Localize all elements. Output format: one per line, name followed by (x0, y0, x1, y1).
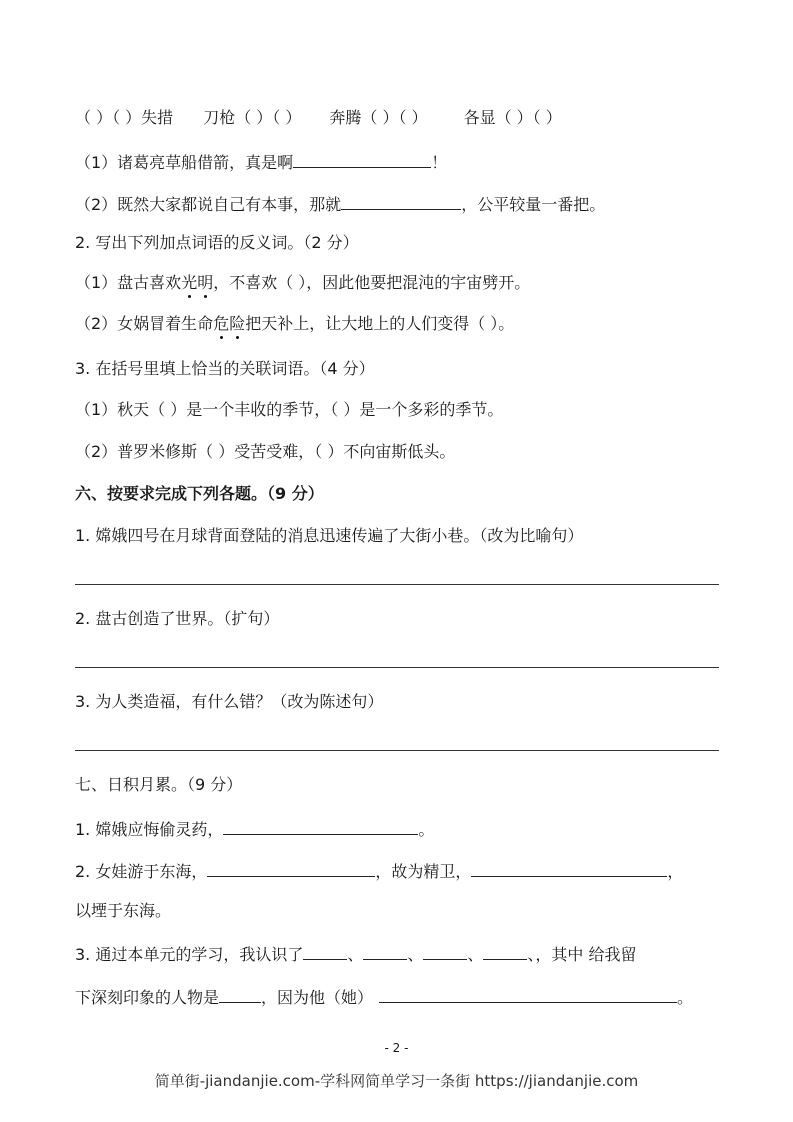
answer-blank[interactable] (379, 985, 677, 1003)
question-3-item-2: （2）普罗米修斯（ ）受苦受难，（ ）不向宙斯低头。 (75, 442, 456, 461)
question-2-item-2 (75, 314, 514, 334)
sentence-1-text: （1）诸葛亮草船借箭，真是啊 (75, 153, 294, 172)
section-6-question-2: 2. 盘古创造了世界。（扩句） (75, 609, 280, 628)
question-2-item-1 (75, 273, 530, 293)
answer-blank[interactable] (363, 942, 407, 960)
dotted-char: 险 (229, 314, 246, 333)
answer-blank[interactable] (471, 859, 667, 877)
sentence-2 (75, 192, 605, 215)
separator: 、 (467, 945, 484, 964)
question-3-item-1: （1）秋天（ ）是一个丰收的季节，（ ）是一个多彩的季节。 (75, 400, 504, 419)
answer-line[interactable] (75, 750, 719, 751)
answer-line[interactable] (75, 584, 719, 585)
item-text: 2. 女娃游于东海， (75, 862, 208, 881)
answer-blank[interactable] (219, 985, 261, 1003)
section-7-title: 七、日积月累。（9 分） (75, 775, 243, 794)
idiom-1: （ ）（ ）失措 (75, 108, 174, 127)
item-text: 3. 通过本单元的学习，我认识了 (75, 945, 304, 964)
item-text: 下深刻印象的人物是 (75, 988, 220, 1007)
sentence-1 (75, 150, 447, 173)
answer-blank[interactable] (207, 859, 375, 877)
item-text: ，故为精卫， (375, 862, 472, 881)
item-text: ， (667, 862, 684, 881)
dotted-char: 危 (213, 314, 230, 333)
item-text: ，不喜欢（ ），因此他要把混沌的宇宙劈开。 (213, 273, 531, 292)
question-3-title: 3. 在括号里填上恰当的关联词语。（4 分） (75, 359, 375, 378)
dotted-char: 明 (197, 273, 214, 292)
item-text: （1）盘古喜欢 (75, 273, 182, 292)
dotted-char: 光 (181, 273, 198, 292)
sentence-2-end: ，公平较量一番把。 (461, 195, 606, 214)
page-number: - 2 - (384, 1041, 409, 1055)
section-6-question-1: 1. 嫦娥四号在月球背面登陆的消息迅速传遍了大街小巷。（改为比喻句） (75, 526, 584, 545)
section-7-question-1 (75, 817, 434, 840)
idiom-4: 各显（ ）（ ） (463, 108, 562, 127)
section-7-question-3 (75, 942, 637, 965)
answer-blank[interactable] (293, 150, 431, 168)
item-text: 。 (677, 988, 694, 1007)
separator: 、 (527, 945, 536, 964)
item-text: 1. 嫦娥应悔偷灵药， (75, 820, 224, 839)
answer-line[interactable] (75, 667, 719, 668)
site-footer: 简单街-jiandanjie.com-学科网简单学习一条街 https://jiandanjie.com (154, 1072, 639, 1090)
section-6-title: 六、按要求完成下列各题。（9 分） (75, 484, 324, 503)
idiom-3: 奔腾（ ）（ ） (329, 108, 428, 127)
answer-blank[interactable] (483, 942, 527, 960)
section-7-question-2-cont: 以堙于东海。 (75, 901, 172, 920)
separator: 、 (347, 945, 364, 964)
item-text: ，因为他（她） (261, 988, 374, 1007)
idiom-fill-row (75, 108, 562, 128)
idiom-2: 刀枪（ ）（ ） (203, 108, 302, 127)
item-text: 。 (418, 820, 435, 839)
answer-blank[interactable] (223, 817, 418, 835)
section-7-question-3-cont (75, 985, 693, 1008)
question-2-title: 2. 写出下列加点词语的反义词。（2 分） (75, 233, 359, 252)
answer-blank[interactable] (341, 192, 461, 210)
answer-blank[interactable] (423, 942, 467, 960)
section-7-question-2 (75, 859, 683, 882)
item-text: ，其中 给我留 (535, 945, 637, 964)
sentence-2-text: （2）既然大家都说自己有本事，那就 (75, 195, 342, 214)
section-6-question-3: 3. 为人类造福，有什么错？（改为陈述句） (75, 692, 384, 711)
item-text: （2）女娲冒着生命 (75, 314, 214, 333)
sentence-1-end: ！ (431, 153, 448, 172)
item-text: 把天补上，让大地上的人们变得（ ）。 (245, 314, 515, 333)
separator: 、 (407, 945, 424, 964)
answer-blank[interactable] (303, 942, 347, 960)
